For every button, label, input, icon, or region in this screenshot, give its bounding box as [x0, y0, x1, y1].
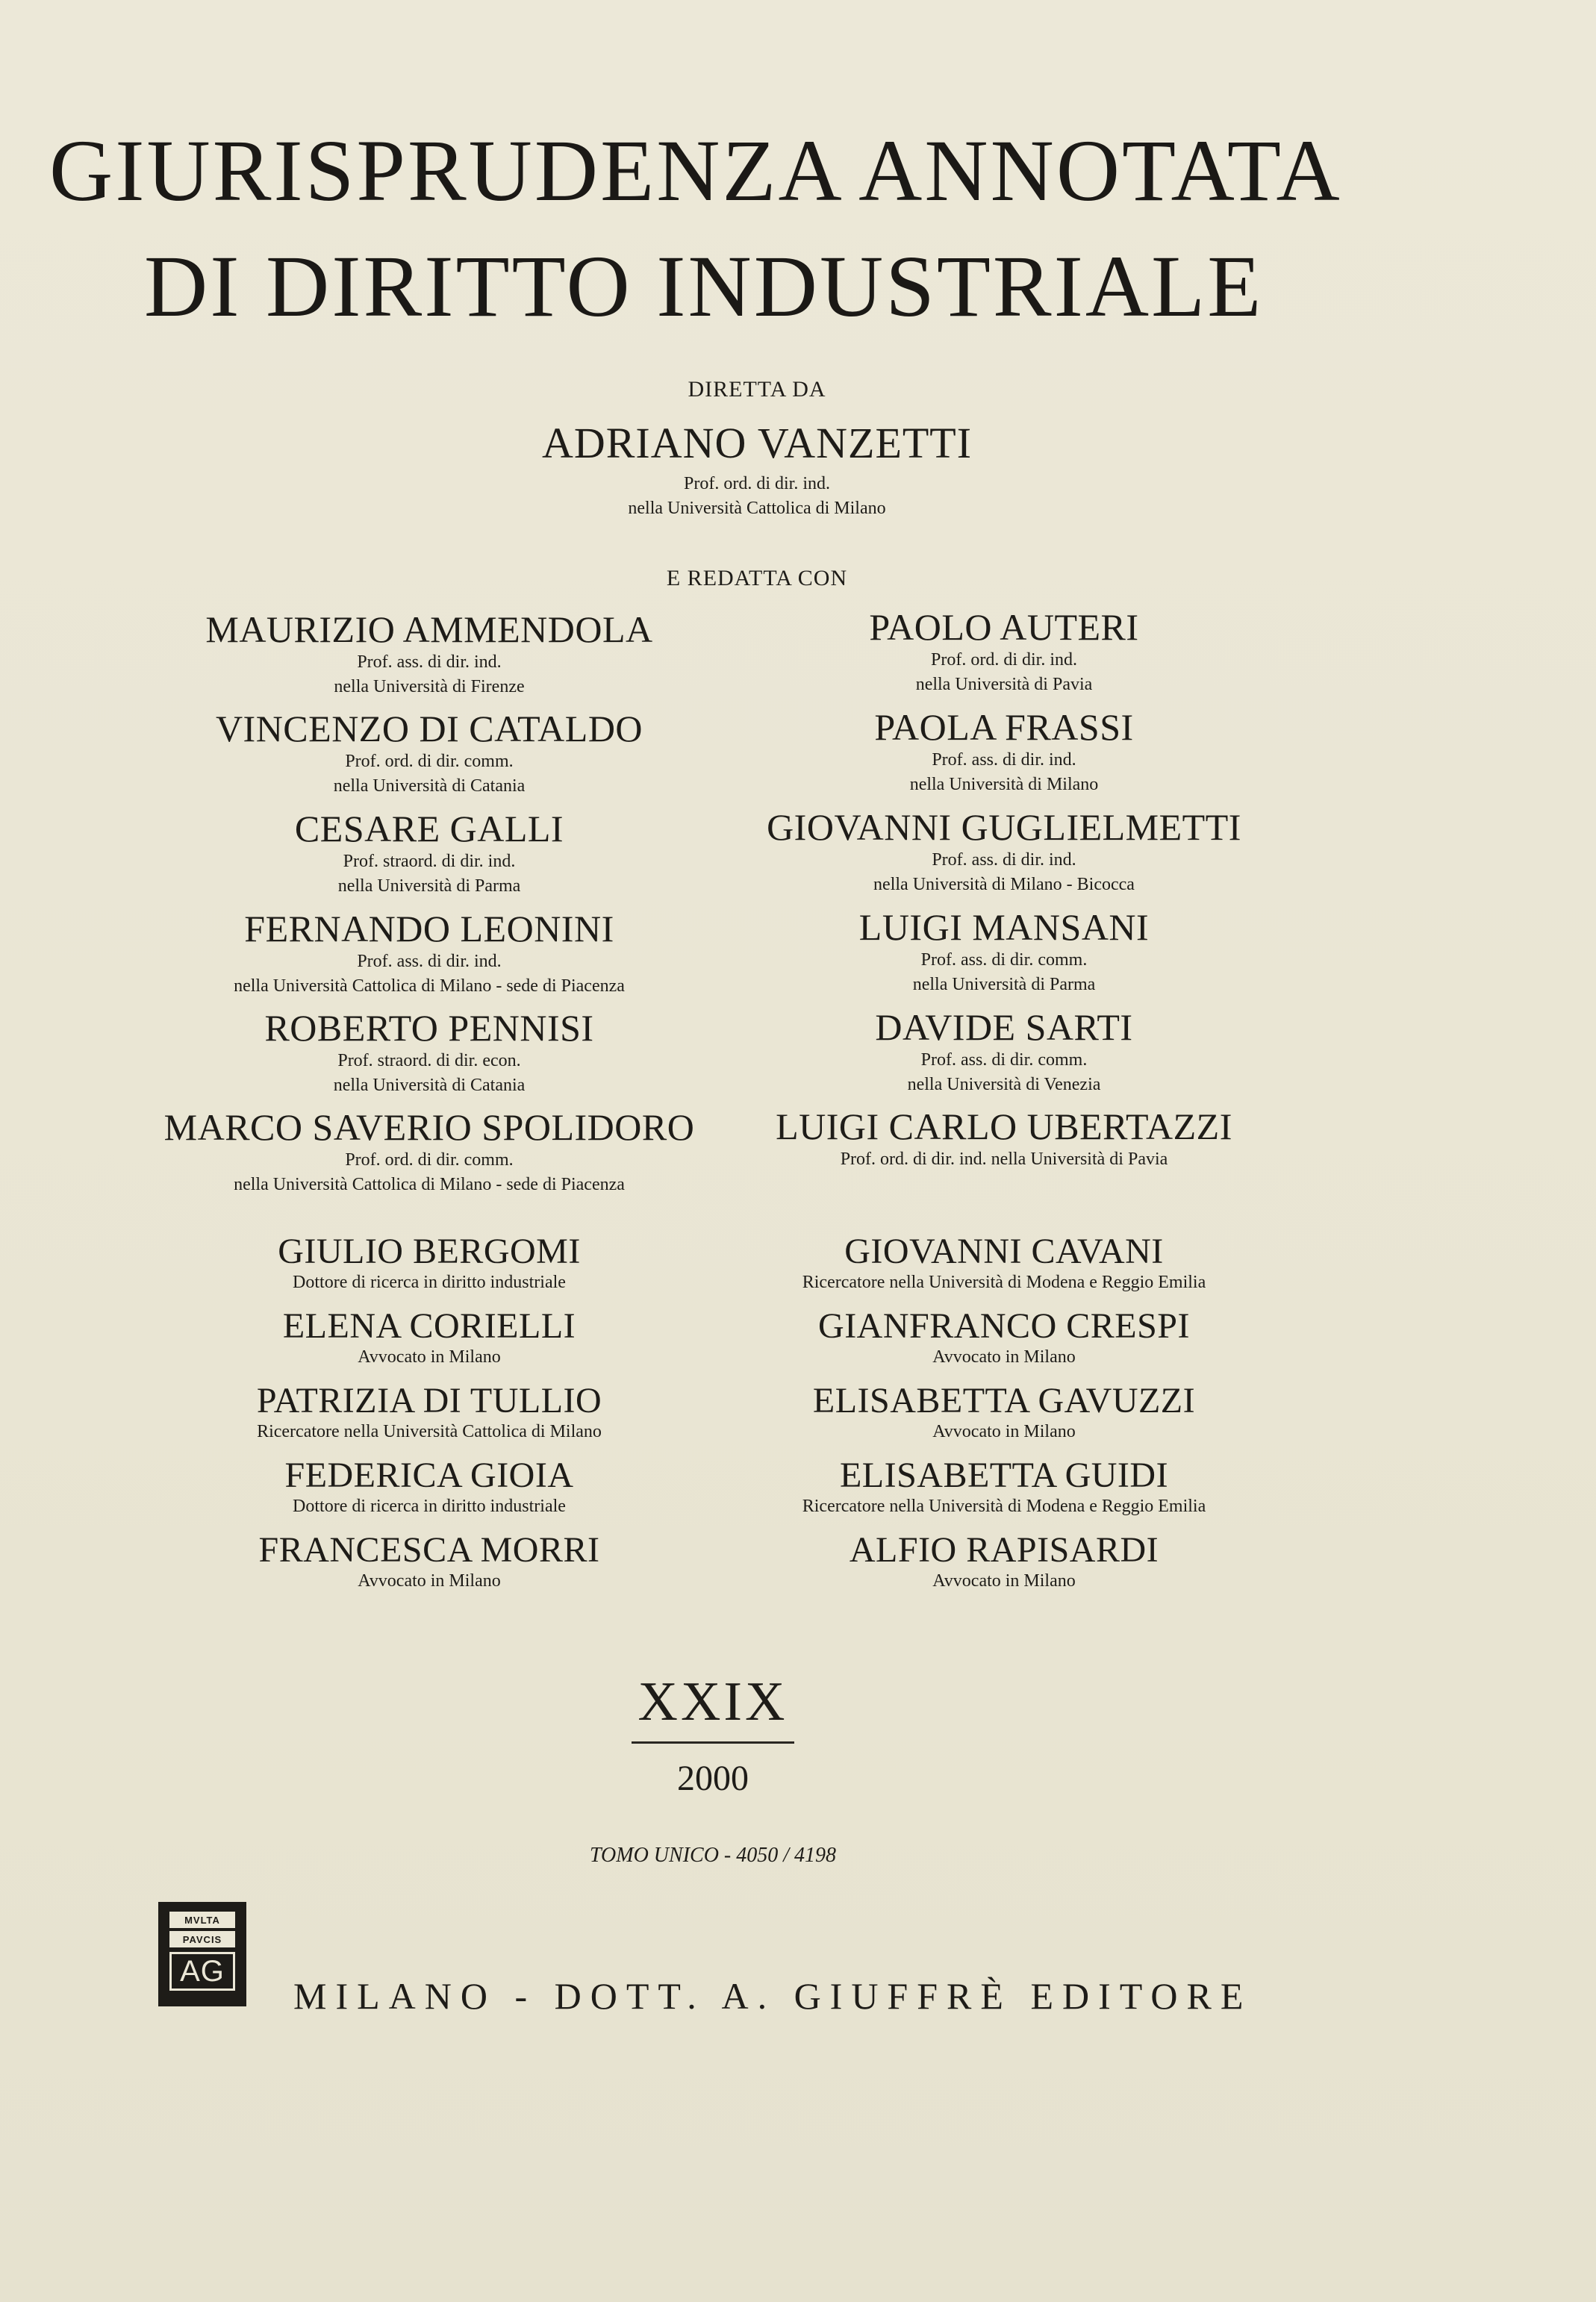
director-name: ADRIANO VANZETTI: [541, 419, 973, 467]
contributor-name: GIANFRANCO CRESPI: [818, 1306, 1190, 1346]
contributor-name: ELENA CORIELLI: [282, 1306, 576, 1346]
contributor-entry: [683, 1456, 1325, 1517]
professor-name: LUIGI CARLO UBERTAZZI: [776, 1105, 1232, 1147]
contributor-entry: [108, 1531, 750, 1592]
professor-affiliation: nella Università di Venezia: [907, 1075, 1101, 1094]
professor-entry: [683, 806, 1325, 897]
professor-role: Prof. ass. di dir. ind.: [932, 750, 1076, 770]
contributor-entry: [108, 1456, 750, 1517]
contributor-role: Avvocato in Milano: [932, 1571, 1076, 1591]
contributor-role: Ricercatore nella Università di Modena e Reggio Emilia: [802, 1273, 1206, 1292]
professor-role: Prof. ord. di dir. comm.: [345, 1150, 514, 1170]
contributor-role: Avvocato in Milano: [932, 1347, 1076, 1367]
professor-role: Prof. straord. di dir. ind.: [343, 852, 516, 871]
director-role: Prof. ord. di dir. ind.: [684, 474, 830, 493]
contributor-role: Ricercatore nella Università Cattolica di Milano: [257, 1422, 602, 1441]
contributor-name: ELISABETTA GAVUZZI: [812, 1381, 1196, 1420]
professor-name: VINCENZO DI CATALDO: [215, 708, 643, 749]
editors-label: E REDATTA CON: [666, 566, 848, 590]
professor-entry: [108, 1106, 750, 1197]
contributor-name: GIULIO BERGOMI: [278, 1232, 581, 1271]
professor-affiliation: nella Università di Parma: [337, 876, 521, 896]
professor-entry: [683, 1105, 1325, 1172]
professor-name: LUIGI MANSANI: [858, 906, 1150, 948]
professor-entry: [683, 906, 1325, 997]
contributor-role: Avvocato in Milano: [932, 1422, 1076, 1441]
contributor-entry: [108, 1382, 750, 1443]
contributor-entry: [683, 1382, 1325, 1443]
journal-title-line1: GIURISPRUDENZA ANNOTATA: [49, 122, 1342, 219]
professor-entry: [108, 908, 750, 999]
professor-affiliation: nella Università Cattolica di Milano - sede di Piacenza: [234, 976, 625, 996]
volume-rule: [632, 1741, 794, 1744]
contributor-role: Dottore di ricerca in diritto industriale: [293, 1497, 566, 1516]
logo-mark: AG: [169, 1952, 235, 1991]
professor-role: Prof. straord. di dir. econ.: [337, 1051, 521, 1070]
contributor-role: Dottore di ricerca in diritto industriale: [293, 1273, 566, 1292]
contributor-role: Avvocato in Milano: [358, 1571, 501, 1591]
professor-entry: [108, 1007, 750, 1098]
professor-entry: [108, 608, 750, 699]
professor-affiliation: nella Università Cattolica di Milano - sede di Piacenza: [234, 1175, 625, 1194]
contributor-entry: [683, 1307, 1325, 1368]
professor-name: DAVIDE SARTI: [875, 1006, 1133, 1048]
professor-affiliation: nella Università di Pavia: [915, 675, 1093, 694]
professor-role: Prof. ass. di dir. ind.: [357, 952, 502, 971]
professor-name: MAURIZIO AMMENDOLA: [205, 608, 653, 650]
directed-by-label: DIRETTA DA: [688, 377, 826, 402]
professor-affiliation: nella Università di Milano: [909, 775, 1099, 794]
professor-affiliation: nella Università di Milano - Bicocca: [873, 875, 1135, 894]
volume-number: XXIX: [638, 1671, 788, 1732]
journal-title-line2: DI DIRITTO INDUSTRIALE: [144, 237, 1264, 335]
director-affiliation: nella Università Cattolica di Milano: [628, 499, 886, 518]
professor-name: FERNANDO LEONINI: [244, 908, 614, 949]
contributor-role: Ricercatore nella Università di Modena e Reggio Emilia: [802, 1497, 1206, 1516]
contributor-entry: [108, 1232, 750, 1294]
professor-role: Prof. ord. di dir. ind.: [931, 650, 1077, 670]
professor-entry: [108, 808, 750, 899]
professor-name: PAOLO AUTERI: [869, 606, 1139, 648]
contributor-name: FRANCESCA MORRI: [258, 1530, 600, 1570]
logo-motto-line1: MVLTA: [169, 1912, 235, 1928]
contributor-role: Avvocato in Milano: [358, 1347, 501, 1367]
professor-role: Prof. ord. di dir. ind. nella Università di Pavia: [840, 1150, 1168, 1169]
professor-name: PAOLA FRASSI: [874, 706, 1134, 748]
professor-entry: [683, 1006, 1325, 1097]
professor-name: ROBERTO PENNISI: [264, 1007, 594, 1049]
professor-name: MARCO SAVERIO SPOLIDORO: [163, 1106, 695, 1148]
professor-role: Prof. ass. di dir. comm.: [920, 950, 1088, 970]
professor-affiliation: nella Università di Firenze: [334, 677, 525, 696]
contributor-name: FEDERICA GIOIA: [284, 1456, 574, 1495]
professor-role: Prof. ord. di dir. comm.: [345, 752, 514, 771]
contributor-entry: [108, 1307, 750, 1368]
professor-affiliation: nella Università di Catania: [333, 776, 526, 796]
contributor-name: ELISABETTA GUIDI: [839, 1456, 1169, 1495]
professor-role: Prof. ass. di dir. ind.: [932, 850, 1076, 870]
professor-affiliation: nella Università di Parma: [912, 975, 1096, 994]
professor-entry: [108, 708, 750, 799]
professor-entry: [683, 606, 1325, 697]
professor-role: Prof. ass. di dir. comm.: [920, 1050, 1088, 1070]
contributor-name: GIOVANNI CAVANI: [844, 1232, 1164, 1271]
publisher-logo: [158, 1902, 246, 2006]
publisher-imprint: MILANO - DOTT. A. GIUFFRÈ EDITORE: [293, 1975, 1253, 2017]
professor-name: GIOVANNI GUGLIELMETTI: [767, 806, 1241, 848]
contributor-entry: [683, 1232, 1325, 1294]
volume-year: 2000: [677, 1759, 749, 1798]
contributor-name: PATRIZIA DI TULLIO: [256, 1381, 602, 1420]
contributor-name: ALFIO RAPISARDI: [849, 1530, 1159, 1570]
tomo-info: TOMO UNICO - 4050 / 4198: [589, 1844, 837, 1867]
professor-name: CESARE GALLI: [294, 808, 564, 849]
professor-entry: [683, 706, 1325, 797]
professor-affiliation: nella Università di Catania: [333, 1076, 526, 1095]
professor-role: Prof. ass. di dir. ind.: [357, 652, 502, 672]
contributor-entry: [683, 1531, 1325, 1592]
logo-motto-line2: PAVCIS: [169, 1931, 235, 1947]
